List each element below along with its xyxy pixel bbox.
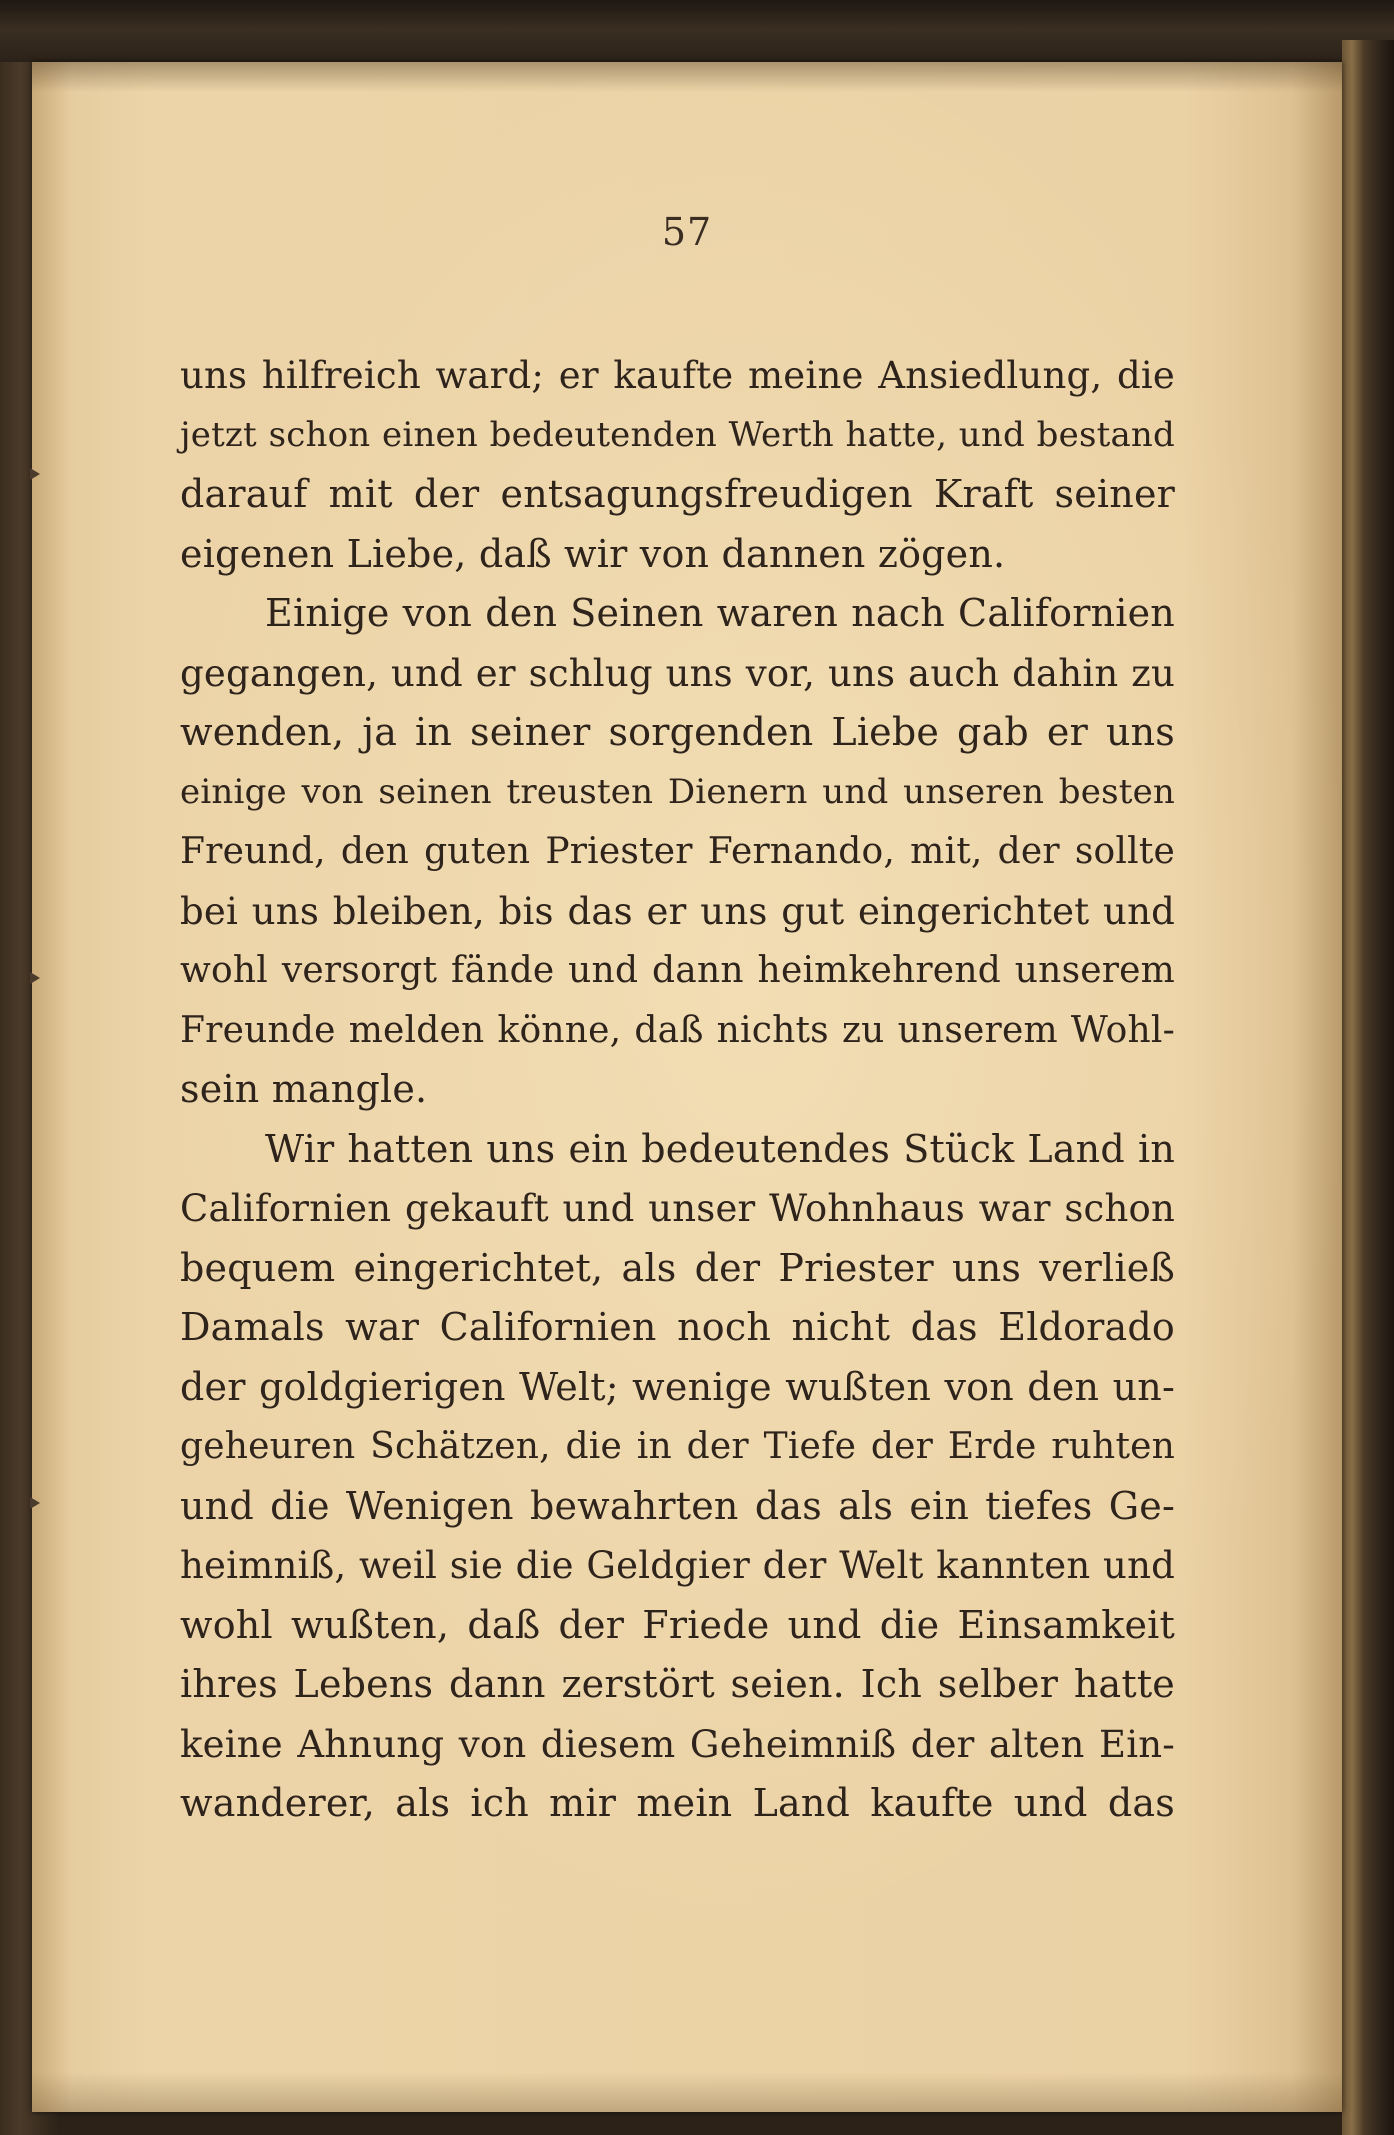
margin-marker-icon: [30, 972, 40, 984]
text-line: Freunde melden könne, daß nichts zu unserem Wohl-: [180, 1009, 1175, 1051]
text-line: ihres Lebens dann zerstört seien. Ich selber hatte: [180, 1662, 1175, 1706]
text-line: uns hilfreich ward; er kaufte meine Ansiedlung, die: [180, 354, 1175, 397]
text-line: einige von seinen treusten Dienern und unseren besten: [180, 771, 1175, 812]
text-line: und die Wenigen bewahrten das als ein tiefes Ge-: [180, 1483, 1175, 1528]
text-line: keine Ahnung von diesem Geheimniß der alten Ein-: [180, 1722, 1175, 1766]
text-line: Damals war Californien noch nicht das Eldorado: [180, 1305, 1175, 1349]
text-line: darauf mit der entsagungsfreudigen Kraft seiner: [180, 472, 1175, 516]
text-line: heimniß, weil sie die Geldgier der Welt kannten und: [180, 1544, 1175, 1587]
body-text: [180, 346, 1175, 1834]
text-line: wenden, ja in seiner sorgenden Liebe gab er uns: [180, 710, 1175, 754]
page-number: 57: [661, 210, 713, 254]
book-page-edges: [1342, 40, 1394, 2135]
text-line: geheuren Schätzen, die in der Tiefe der Erde ruhten: [180, 1426, 1175, 1467]
text-line: eigenen Liebe, daß wir von dannen zögen.: [180, 531, 1006, 576]
text-line: sein mangle.: [180, 1067, 428, 1111]
margin-marker-icon: [30, 1497, 40, 1509]
text-line: der goldgierigen Welt; wenige wußten von den un-: [180, 1364, 1175, 1409]
text-line: wohl wußten, daß der Friede und die Einsamkeit: [180, 1602, 1175, 1647]
text-line: jetzt schon einen bedeutenden Werth hatte, und bestand: [180, 414, 1175, 455]
text-line: wohl versorgt fände und dann heimkehrend unserem: [180, 950, 1175, 991]
text-line: bequem eingerichtet, als der Priester uns verließ: [180, 1245, 1175, 1290]
margin-marker-icon: [30, 468, 40, 480]
text-line: wanderer, als ich mir mein Land kaufte und das: [180, 1781, 1175, 1825]
text-line: gegangen, und er schlug uns vor, uns auch dahin zu: [180, 651, 1175, 695]
text-line: Freund, den guten Priester Fernando, mit, der sollte: [180, 831, 1175, 872]
text-line: Wir hatten uns ein bedeutendes Stück Land in: [265, 1126, 1175, 1171]
text-line: Einige von den Seinen waren nach Californien: [265, 591, 1175, 635]
book-top-edge: [0, 0, 1394, 62]
text-line: Californien gekauft und unser Wohnhaus war schon: [180, 1187, 1175, 1230]
text-line: bei uns bleiben, bis das er uns gut eingerichtet und: [180, 889, 1175, 933]
book-page: [32, 62, 1342, 2112]
